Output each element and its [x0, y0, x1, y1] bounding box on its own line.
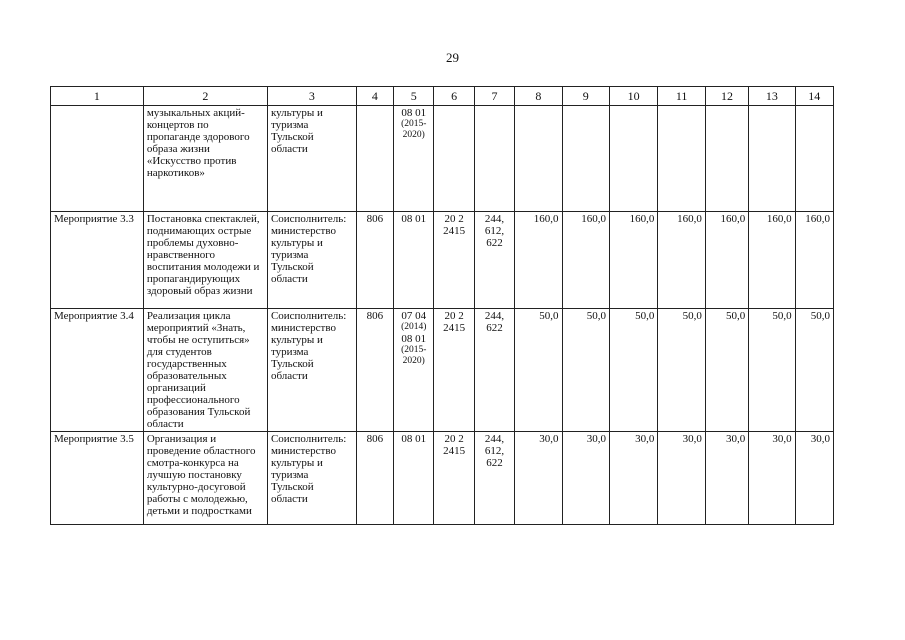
- col-header-9: 9: [562, 87, 609, 106]
- event-id-cell: [51, 106, 144, 212]
- value-cell: 160,0: [749, 212, 795, 309]
- event-id-cell: Мероприятие 3.3: [51, 212, 144, 309]
- table-row: [51, 212, 834, 309]
- section-code-cell: [394, 212, 434, 309]
- section-code-cell: [394, 309, 434, 432]
- value-cell: 50,0: [658, 309, 705, 432]
- executor-cell: культуры и туризма Тульской области: [267, 106, 356, 212]
- event-description-cell: Реализация цикла мероприятий «Знать, чтобы не оступиться» для студентов государственных образовательных организаций профессионального образования Тульской области: [143, 309, 267, 432]
- event-description-cell: музыкальных акций-концертов по пропаганде здорового образа жизни «Искусство против наркотиков»: [143, 106, 267, 212]
- event-description-cell: Постановка спектаклей, поднимающих острые проблемы духовно-нравственного воспитания молодежи и пропагандирующих здоровый образ жизни: [143, 212, 267, 309]
- section-code-cell: [394, 106, 434, 212]
- value-cell: 30,0: [749, 432, 795, 525]
- value-cell: 30,0: [705, 432, 748, 525]
- executor-cell: Соисполнитель: министерство культуры и туризма Тульской области: [267, 432, 356, 525]
- table-row: [51, 309, 834, 432]
- col-header-3: 3: [267, 87, 356, 106]
- executor-cell: Соисполнитель: министерство культуры и туризма Тульской области: [267, 309, 356, 432]
- value-cell: 30,0: [609, 432, 657, 525]
- col-header-10: 10: [609, 87, 657, 106]
- table-row: [51, 432, 834, 525]
- value-cell: 160,0: [515, 212, 562, 309]
- col-header-13: 13: [749, 87, 795, 106]
- value-cell: 30,0: [515, 432, 562, 525]
- value-cell: 50,0: [795, 309, 833, 432]
- table-row: [51, 106, 834, 212]
- value-cell: [705, 106, 748, 212]
- value-cell: 30,0: [795, 432, 833, 525]
- col-header-12: 12: [705, 87, 748, 106]
- col-header-5: 5: [394, 87, 434, 106]
- value-cell: [515, 106, 562, 212]
- col-header-8: 8: [515, 87, 562, 106]
- budget-table: [50, 86, 834, 525]
- expense-type-cell: [474, 106, 514, 212]
- code-cell: [356, 106, 393, 212]
- target-article-cell: 20 2 2415: [434, 432, 474, 525]
- executor-cell: Соисполнитель: министерство культуры и туризма Тульской области: [267, 212, 356, 309]
- header-row: [51, 87, 834, 106]
- target-article-cell: 20 2 2415: [434, 309, 474, 432]
- col-header-1: 1: [51, 87, 144, 106]
- code-cell: 806: [356, 432, 393, 525]
- value-cell: [749, 106, 795, 212]
- expense-type-cell: 244, 622: [474, 309, 514, 432]
- section-years: (2015-2020): [401, 345, 427, 366]
- expense-type-cell: 244, 612, 622: [474, 432, 514, 525]
- col-header-7: 7: [474, 87, 514, 106]
- value-cell: 160,0: [609, 212, 657, 309]
- value-cell: [609, 106, 657, 212]
- section-code-cell: [394, 432, 434, 525]
- expense-type-cell: 244, 612, 622: [474, 212, 514, 309]
- section-code: 07 04: [401, 310, 427, 322]
- col-header-11: 11: [658, 87, 705, 106]
- section-years: (2015-2020): [401, 119, 427, 140]
- value-cell: [658, 106, 705, 212]
- col-header-6: 6: [434, 87, 474, 106]
- value-cell: 160,0: [562, 212, 609, 309]
- value-cell: 30,0: [562, 432, 609, 525]
- target-article-cell: 20 2 2415: [434, 212, 474, 309]
- col-header-4: 4: [356, 87, 393, 106]
- value-cell: 50,0: [562, 309, 609, 432]
- section-code: 08 01: [401, 107, 427, 119]
- value-cell: 50,0: [705, 309, 748, 432]
- value-cell: 50,0: [515, 309, 562, 432]
- code-cell: 806: [356, 309, 393, 432]
- col-header-14: 14: [795, 87, 833, 106]
- value-cell: 50,0: [609, 309, 657, 432]
- col-header-2: 2: [143, 87, 267, 106]
- event-id-cell: Мероприятие 3.4: [51, 309, 144, 432]
- value-cell: 160,0: [795, 212, 833, 309]
- code-cell: 806: [356, 212, 393, 309]
- section-code: 08 01: [401, 333, 427, 345]
- section-code: 08 01: [401, 433, 427, 445]
- value-cell: [795, 106, 833, 212]
- event-id-cell: Мероприятие 3.5: [51, 432, 144, 525]
- section-code: 08 01: [401, 213, 427, 225]
- section-years: (2014): [401, 322, 427, 332]
- value-cell: 50,0: [749, 309, 795, 432]
- value-cell: 160,0: [658, 212, 705, 309]
- page-number: 29: [446, 50, 459, 65]
- target-article-cell: [434, 106, 474, 212]
- value-cell: [562, 106, 609, 212]
- value-cell: 160,0: [705, 212, 748, 309]
- event-description-cell: Организация и проведение областного смотра-конкурса на лучшую постановку культурно-досуговой работы с молодежью, детьми и подростками: [143, 432, 267, 525]
- value-cell: 30,0: [658, 432, 705, 525]
